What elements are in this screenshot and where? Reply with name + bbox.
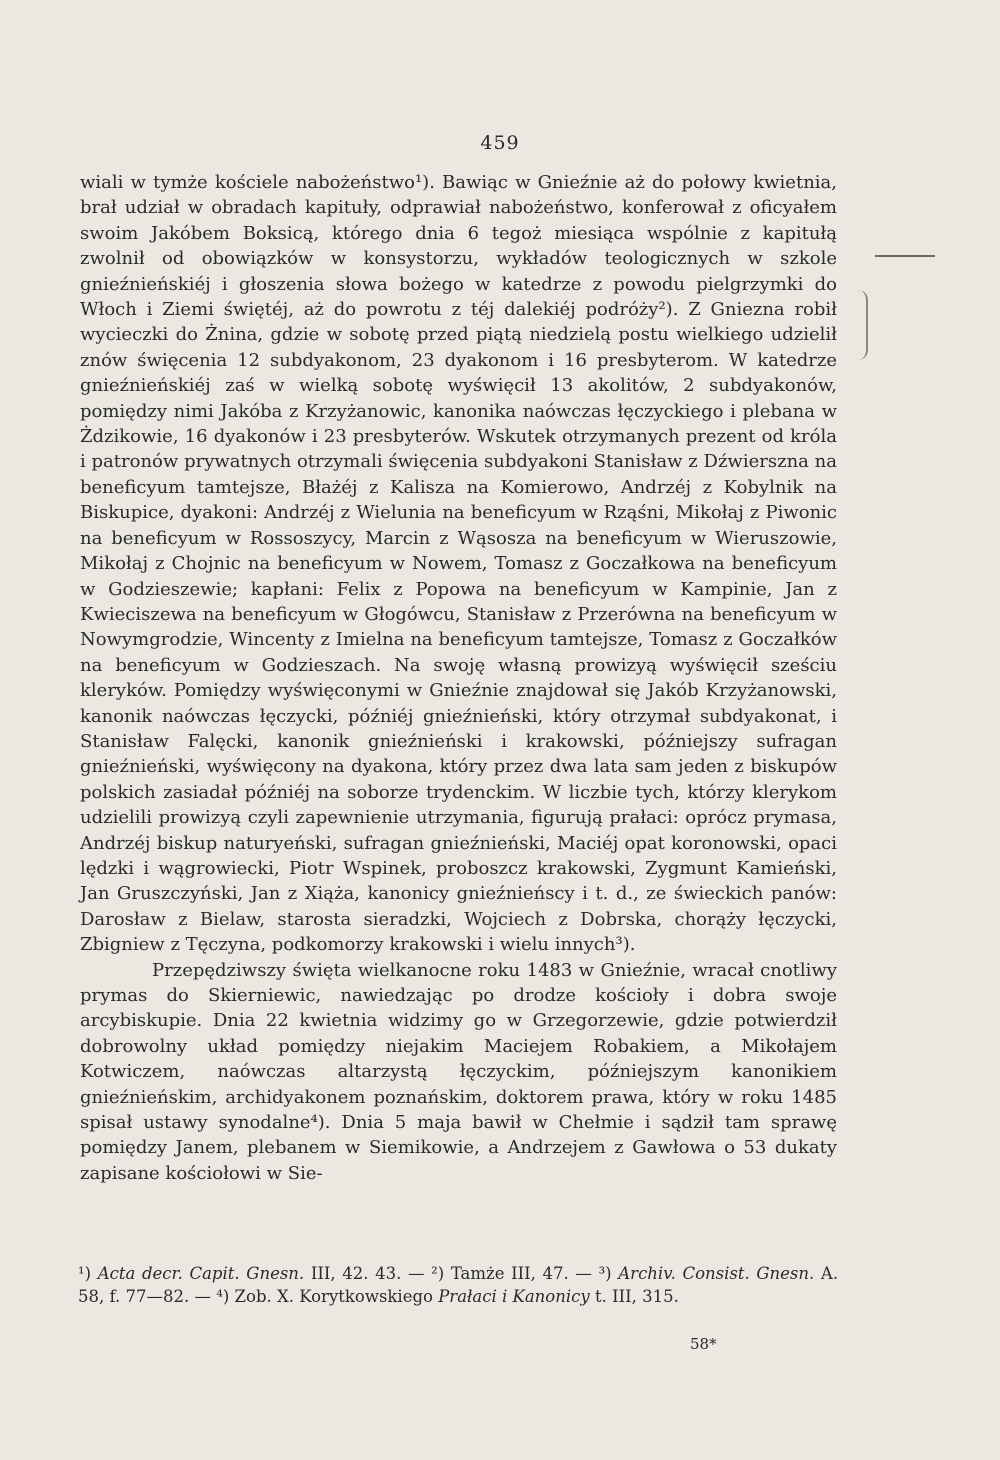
footnote-4-volume: t. III, 315.	[594, 1287, 679, 1306]
margin-bracket-mark	[858, 290, 868, 360]
paragraph-1: wiali w tymże kościele nabożeństwo¹). Bawiąc w Gnieźnie aż do połowy kwietnia, brał udział w obradach kapituły, odprawiał nabożeństwo, konferował z oficyałem swoim Jakóbem Boksicą, którego dnia 6 tegoż miesiąca wspólnie z kapitułą zwolnił od obowiązków w konsystorzu, wykładów teologicznych w szkole gnieźnieńskiéj i głoszenia słowa bożego w katedrze z powodu pielgrzymki do Włoch i Ziemi świętéj, aż do powrotu z téj dalekiéj podróży²). Z Gniezna robił wycieczki do Żnina, gdzie w sobotę przed piątą niedzielą postu wielkiego udzielił znów święcenia 12 subdyakonom, 23 dyakonom i 16 presbyterom. W katedrze gnieźnieńskiéj zaś w wielką sobotę wyświęcił 13 akolitów, 2 subdyakonów, pomiędzy nimi Jakóba z Krzyżanowic, kanonika naówczas łęczyckiego i plebana w Żdzikowie, 16 dyakonów i 23 presbyterów. Wskutek otrzymanych prezent od króla i patronów prywatnych otrzymali święcenia subdyakoni Stanisław z Dźwierszna na beneficyum tamtejsze, Błażéj z Kalisza na Komierowo, Andrzéj z Kobylnik na Biskupice, dyakoni: Andrzéj z Wielunia na beneficyum w Rząśni, Mikołaj z Piwonic na beneficyum w Rossoszycy, Marcin z Wąsosza na beneficyum w Wieruszowie, Mikołaj z Chojnic na beneficyum w Nowem, Tomasz z Goczałkowa na beneficyum w Godzieszewie; kapłani: Felix z Popowa na beneficyum w Kampinie, Jan z Kwieciszewa na beneficyum w Głogówcu, Stanisław z Przerówna na beneficyum w Nowymgrodzie, Wincenty z Imielna na beneficyum tamtejsze, Tomasz z Goczałków na beneficyum w Godzieszach. Na swoję własną prowizyą wyświęcił sześciu kleryków. Pomiędzy wyświęconymi w Gnieźnie znajdował się Jakób Krzyżanowski, kanonik naówczas łęczycki, późniéj gnieźnieński, który otrzymał subdyakonat, i Stanisław Falęcki, kanonik gnieźnieński i krakowski, późniejszy sufragan gnieźnieński, wyświęcony na dyakona, który przez dwa lata sam jeden z biskupów polskich zasiadał późniéj na soborze trydenckim. W liczbie tych, którzy klerykom udzielili prowizyą czyli zapewnienie utrzymania, figurują prałaci: oprócz prymasa, Andrzéj biskup naturyeński, sufragan gnieźnieński, Maciéj opat koronowski, opaci lędzki i wągrowiecki, Piotr Wspinek, proboszcz krakowski, Zygmunt Kamieński, Jan Gruszczyński, Jan z Xiąża, kanonicy gnieźnieńscy i t. d., ze świeckich panów: Darosław z Bielaw, starosta sieradzki, Wojciech z Dobrska, chorąży łęczycki, Zbigniew z Tęczyna, podkomorzy krakowski i wielu innych³).	[80, 172, 837, 956]
footnote-4-title: Prałaci i Kanonicy	[438, 1287, 590, 1306]
page-number: 459	[480, 132, 520, 154]
footnote-marker-1: ¹)	[78, 1264, 92, 1283]
footnote-1-ref: III, 42. 43. —	[310, 1264, 425, 1283]
printer-signature: 58*	[690, 1335, 717, 1353]
footnotes	[78, 1262, 838, 1308]
footnote-3-source: Archiv. Consist. Gnesn.	[618, 1264, 815, 1283]
paragraph-2: Przepędziwszy święta wielkanocne roku 1483 w Gnieźnie, wracał cnotliwy prymas do Skierniewic, nawiedzając po drodze kościoły i dobra swoje arcybiskupie. Dnia 22 kwietnia widzimy go w Grzegorzewie, gdzie potwierdził dobrowolny układ pomiędzy niejakim Maciejem Robakiem, a Mikołajem Kotwiczem, naówczas altarzystą łęczyckim, późniejszym kanonikiem gnieźnieńskim, archidyakonem poznańskim, doktorem prawa, który w roku 1485 spisał ustawy synodalne⁴). Dnia 5 maja bawił w Chełmie i sądził tam sprawę pomiędzy Janem, plebanem w Siemikowie, a Andrzejem z Gawłowa o 53 dukaty zapisane kościołowi w Sie-	[80, 959, 837, 1184]
footnote-4-ref: Zob. X. Korytkowskiego	[234, 1287, 433, 1306]
footnote-3-ref: A. 58, f. 77—82. —	[78, 1264, 839, 1306]
footnote-marker-4: ⁴)	[216, 1287, 230, 1306]
margin-pencil-mark	[875, 255, 935, 257]
body-text	[80, 170, 837, 1186]
footnote-1-source: Acta decr. Capit. Gnesn.	[97, 1264, 305, 1283]
footnote-marker-3: ³)	[598, 1264, 612, 1283]
footnote-marker-2: ²)	[431, 1264, 445, 1283]
footnote-2-ref: Tamże III, 47. —	[450, 1264, 592, 1283]
